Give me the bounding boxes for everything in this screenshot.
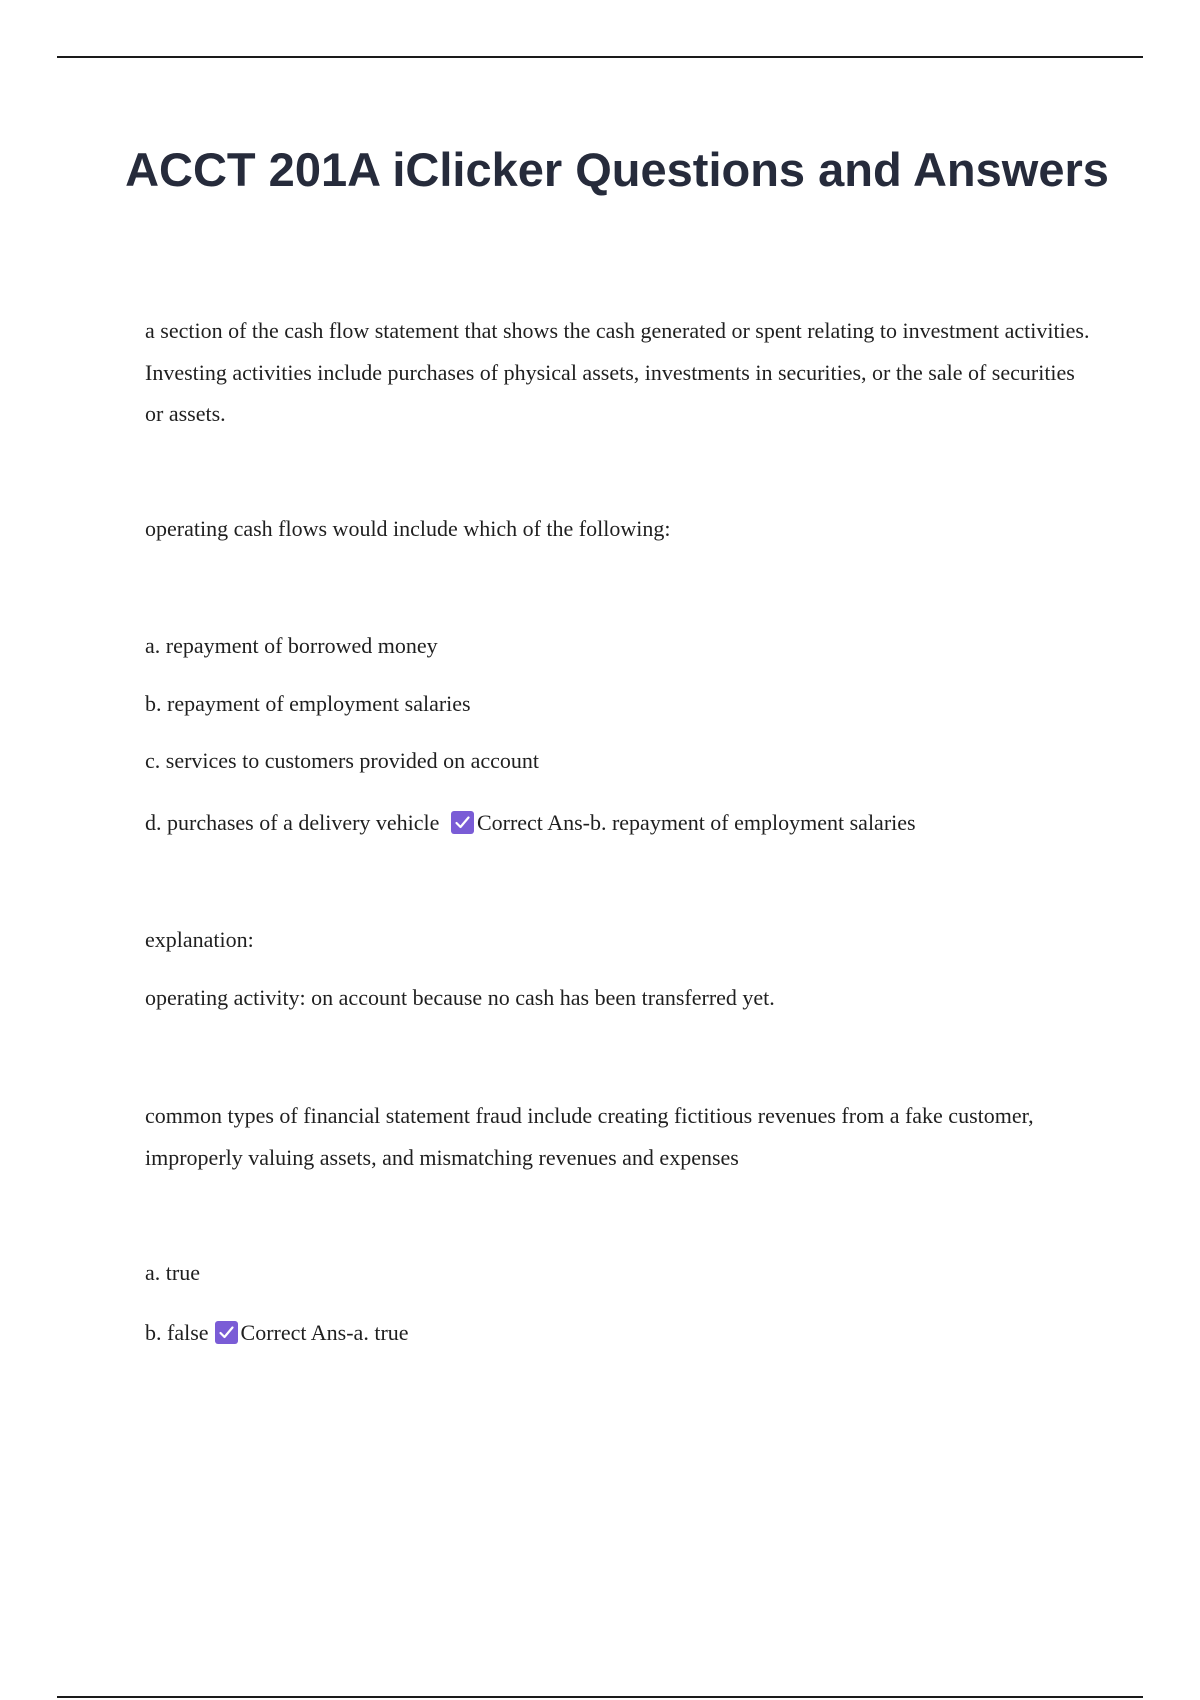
question-1-answer: Correct Ans-b. repayment of employment salaries — [476, 810, 916, 835]
bottom-rule — [57, 1696, 1143, 1698]
explanation-text: operating activity: on account because no cash has been transferred yet. — [145, 985, 775, 1010]
question-2-answer: Correct Ans-a. true — [240, 1320, 409, 1345]
page-title: ACCT 201A iClicker Questions and Answers — [125, 143, 1109, 196]
question-2-prompt: common types of financial statement fraud include creating fictitious revenues from a fake customer, improperly valuing assets, and mismatching revenues and expenses — [145, 1103, 1034, 1170]
question-2-option-b: b. false — [145, 1320, 209, 1345]
question-1-option-d-line — [145, 802, 1095, 844]
question-2-option-a: a. true — [145, 1260, 200, 1285]
checkmark-icon — [215, 1321, 238, 1344]
question-1-option-b: b. repayment of employment salaries — [145, 691, 471, 716]
question-2-option-b-line — [145, 1312, 1095, 1354]
question-1-option-c: c. services to customers provided on account — [145, 748, 540, 773]
question-1-prompt: operating cash flows would include which of the following: — [145, 516, 671, 541]
question-1-option-a: a. repayment of borrowed money — [145, 633, 438, 658]
top-rule — [57, 56, 1143, 58]
explanation-label: explanation: — [145, 927, 254, 952]
checkmark-icon — [451, 811, 474, 834]
investing-activities-paragraph: a section of the cash flow statement that shows the cash generated or spent relating to investment activities. Investing activities include purchases of physical assets, investments in securities, or the sale of securities or assets. — [145, 318, 1090, 426]
question-1-option-d: d. purchases of a delivery vehicle — [145, 810, 440, 835]
